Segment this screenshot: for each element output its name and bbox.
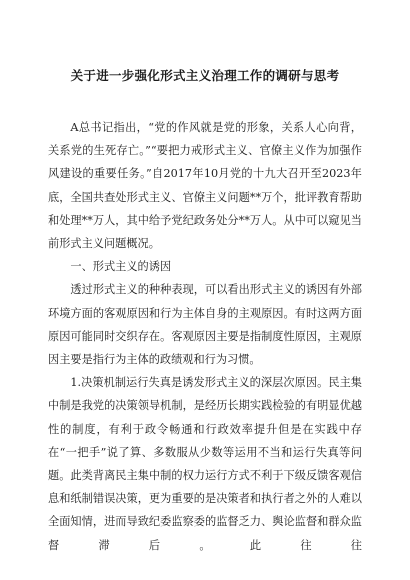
paragraph-decision-mechanism: 1.决策机制运行失真是诱发形式主义的深层次原因。民主集中制是我党的决策领导机制，是经历长期实践检验的有明显优越性的制度，有利于政令畅通和行政效率提升但是在实践中存在“一把手”说了算、多数服从少数等运用不当和运行失真等问题。此类背离民主集中制的权力运行方式不利于下级反馈客观信息和纸制错误决策，更为重要的是决策者和执行者之外的人难以全面知情，进而导致纪委监察委的监督乏力、舆论监督和群众监督滞后。此往往: [48, 376, 362, 552]
paragraph-causes: 透过形式主义的种种表现，可以看出形式主义的诱因有外部环境方面的客观原因和行为主体自身的主观原因。有时这两方面原因可能同时交织存在。客观原因主要是指制度性原因，主观原因主要是指行为主体的政绩观和行为习惯。: [48, 283, 362, 367]
paragraph-intro: A总书记指出，“党的作风就是党的形象，关系人心向背，关系党的生死存亡。”“要把力戒形式主义、官僚主义作为加强作风建设的重要任务。”自2017年10月党的十九大召开至2023年底，全国共查处形式主义、官僚主义问题**万个，批评教育帮助和处理**万人，其中给予党纪政务处分**万人。从中可以窥见当前形式主义问题概况。: [48, 121, 362, 251]
section-heading: 一、形式主义的诱因: [70, 260, 172, 274]
document-title: 关于进一步强化形式主义治理工作的调研与思考: [70, 68, 340, 83]
document-body: [48, 116, 362, 557]
